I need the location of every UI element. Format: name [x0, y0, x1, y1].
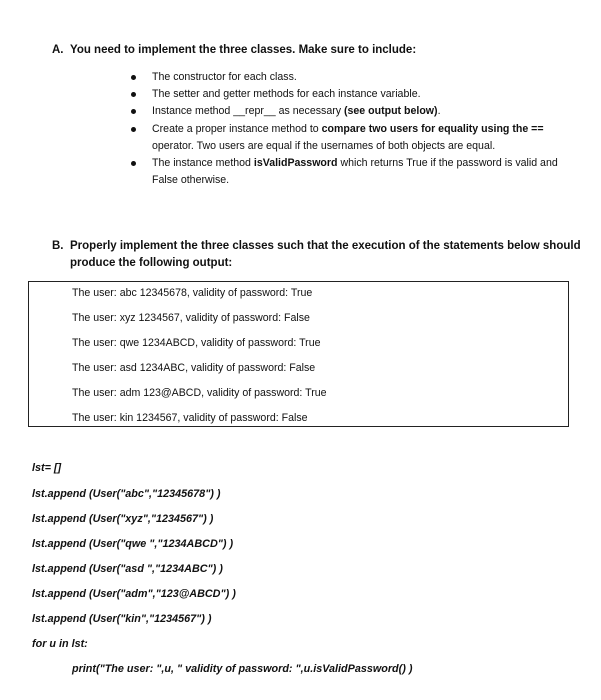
code-line: lst.append (User("xyz","1234567") ) [32, 513, 214, 525]
section-b-title-line2: produce the following output: [70, 257, 233, 269]
bullet-icon [131, 109, 136, 114]
code-line: lst.append (User("qwe ","1234ABCD") ) [32, 538, 234, 550]
code-line: for u in lst: [32, 638, 88, 650]
section-a-letter: A. [52, 44, 64, 56]
output-line: The user: qwe 1234ABCD, validity of password: True [72, 337, 321, 349]
list-item: Create a proper instance method to compare two users for equality using the == operator. Two users are equal if the usernames of both objects are equal. [152, 121, 572, 155]
section-b-letter: B. [52, 240, 64, 252]
code-line: print("The user: ",u, " validity of password: ",u.isValidPassword() ) [72, 663, 413, 675]
requirements-list [152, 69, 572, 189]
list-item: The instance method isValidPassword which returns True if the password is valid and False otherwise. [152, 155, 572, 189]
code-line: lst.append (User("asd ","1234ABC") ) [32, 563, 223, 575]
list-item: Instance method __repr__ as necessary (see output below). [152, 103, 572, 120]
section-a-heading [52, 44, 416, 56]
code-line: lst.append (User("kin","1234567") ) [32, 613, 212, 625]
code-line: lst.append (User("abc","12345678") ) [32, 488, 221, 500]
output-line: The user: adm 123@ABCD, validity of password: True [72, 387, 327, 399]
bullet-icon [131, 127, 136, 132]
output-line: The user: abc 12345678, validity of password: True [72, 287, 313, 299]
output-line: The user: asd 1234ABC, validity of password: False [72, 362, 316, 374]
section-b-title-line1: Properly implement the three classes such that the execution of the statements below should [70, 240, 581, 252]
list-item: The constructor for each class. [152, 69, 572, 86]
output-line: The user: xyz 1234567, validity of password: False [72, 312, 310, 324]
code-line: lst.append (User("adm","123@ABCD") ) [32, 588, 236, 600]
output-line: The user: kin 1234567, validity of password: False [72, 412, 308, 424]
bullet-icon [131, 161, 136, 166]
code-line: lst= [] [32, 462, 62, 474]
bullet-icon [131, 75, 136, 80]
section-a-title: You need to implement the three classes. Make sure to include: [70, 44, 417, 56]
section-b-heading [52, 240, 581, 252]
bullet-icon [131, 92, 136, 97]
expected-output-box [28, 281, 569, 427]
list-item: The setter and getter methods for each instance variable. [152, 86, 572, 103]
